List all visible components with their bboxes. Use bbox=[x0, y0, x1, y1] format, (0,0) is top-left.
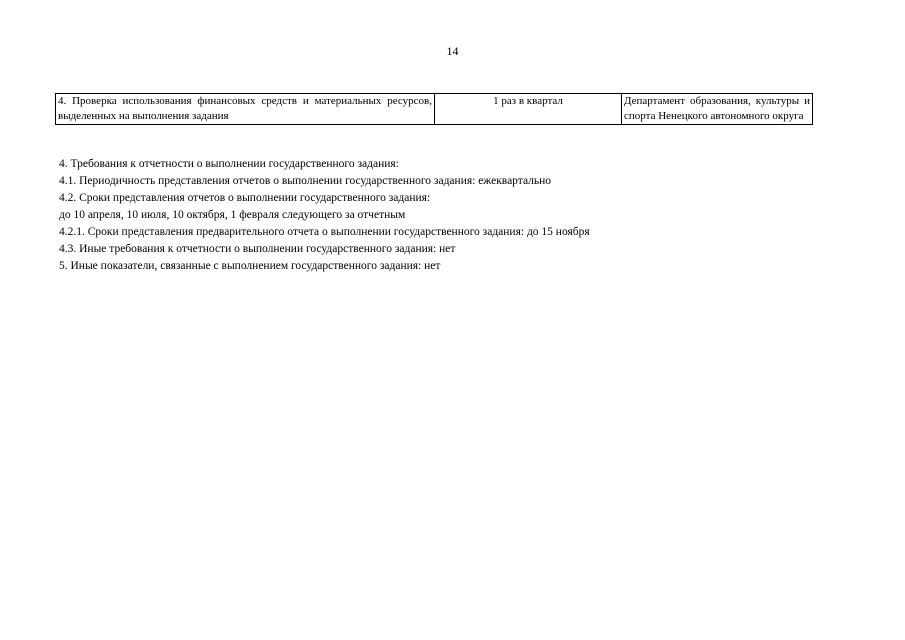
authority-cell: Департамент образования, культуры и спорта Ненецкого автономного округа bbox=[622, 94, 813, 125]
section-4-heading: 4. Требования к отчетности о выполнении государственного задания: bbox=[59, 158, 399, 170]
section-4-2: 4.2. Сроки представления отчетов о выполнении государственного задания: bbox=[59, 192, 431, 204]
control-form-cell: 4. Проверка использования финансовых средств и материальных ресурсов, выделенных на выполнения задания bbox=[56, 94, 435, 125]
section-4-1: 4.1. Периодичность представления отчетов о выполнении государственного задания: ежеквартально bbox=[59, 175, 552, 187]
section-4-2-deadlines: до 10 апреля, 10 июля, 10 октября, 1 февраля следующего за отчетным bbox=[59, 209, 406, 221]
section-4-2-1: 4.2.1. Сроки представления предварительного отчета о выполнении государственного задания: до 15 ноября bbox=[59, 226, 590, 238]
reporting-requirements bbox=[59, 156, 819, 275]
section-5: 5. Иные показатели, связанные с выполнением государственного задания: нет bbox=[59, 260, 441, 272]
table-row bbox=[56, 94, 813, 125]
section-4-3: 4.3. Иные требования к отчетности о выполнении государственного задания: нет bbox=[59, 243, 456, 255]
frequency-cell: 1 раз в квартал bbox=[435, 94, 622, 125]
page-number: 14 bbox=[446, 44, 459, 58]
control-table bbox=[55, 93, 813, 125]
